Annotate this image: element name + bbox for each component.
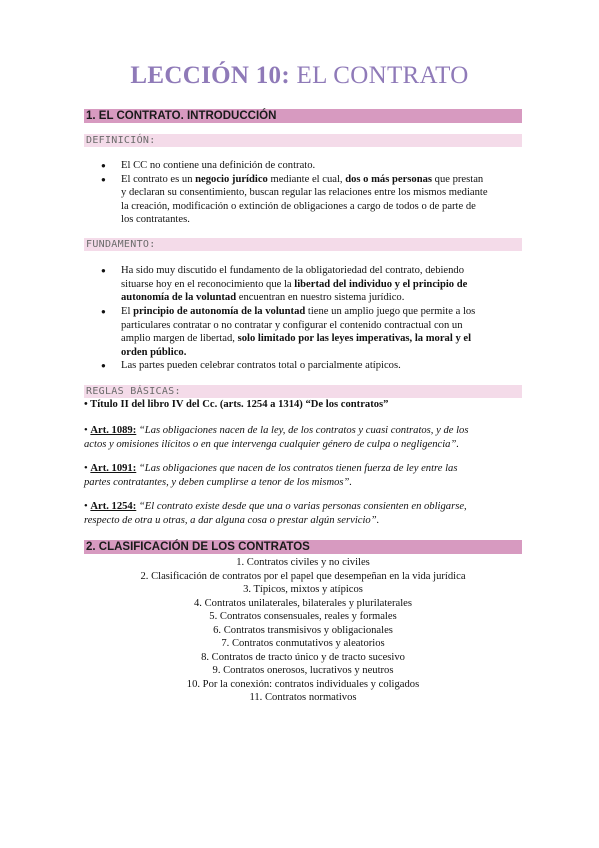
- list-item: 5. Contratos consensuales, reales y formales: [209, 611, 397, 622]
- article-1089: • Art. 1089: “Las obligaciones nacen de la ley, de los contratos y cuasi contratos, y de los actos y omisiones ilícitos o en que intervenga cualquier género de culpa o negligencia”.: [84, 425, 469, 450]
- fundamento-list: [0, 264, 599, 376]
- article-1091: • Art. 1091: “Las obligaciones que nacen de los contratos tienen fuerza de ley entre las partes contratantes, y deben cumplirse a tenor de los mismos”.: [84, 463, 458, 488]
- classification-list: [84, 556, 522, 705]
- list-item: 9. Contratos onerosos, lucrativos y neutros: [212, 665, 394, 676]
- list-item: 4. Contratos unilaterales, bilaterales y plurilaterales: [194, 597, 412, 609]
- subheading-definicion: DEFINICIÓN:: [84, 134, 522, 147]
- list-item: 1. Contratos civiles y no civiles: [236, 557, 370, 568]
- bullet-icon: ●: [101, 174, 106, 184]
- definicion-list: [0, 159, 599, 229]
- section-heading-1: 1. EL CONTRATO. INTRODUCCIÓN: [84, 109, 522, 123]
- list-item: 7. Contratos conmutativos y aleatorios: [221, 638, 385, 649]
- list-item: El contrato es un negocio jurídico mediante el cual, dos o más personas que prestan y declaran su consentimiento, buscan regular las relaciones entre los mismos mediante la creación, modificación o extinción de obligaciones a cargo de todos o de parte de los contratantes.: [121, 173, 488, 225]
- bullet-icon: ●: [101, 161, 106, 170]
- bullet-icon: ●: [101, 307, 106, 316]
- title-rest: EL CONTRATO: [289, 62, 469, 89]
- list-item: 8. Contratos de tracto único y de tracto sucesivo: [201, 651, 405, 663]
- list-item: 10. Por la conexión: contratos individuales y coligados: [186, 678, 420, 690]
- subheading-reglas-basicas: REGLAS BÁSICAS:: [84, 385, 522, 398]
- article-ref: Art. 1254:: [90, 501, 137, 512]
- page-title: [0, 62, 599, 90]
- bullet-icon: ●: [101, 266, 106, 275]
- bullet-icon: ●: [101, 361, 106, 370]
- list-item: 2. Clasificación de contratos por el papel que desempeñan en la vida jurídica: [140, 570, 466, 582]
- article-ref: Art. 1091:: [90, 463, 137, 474]
- section-heading-2: 2. CLASIFICACIÓN DE LOS CONTRATOS: [84, 540, 522, 554]
- list-item: El principio de autonomía de la voluntad tiene un amplio juego que permite a los particulares contratar o no contratar y configurar el contenido contractual con un amplio margen de libertad, solo limitado por las leyes imperativas, la moral y el orden público.: [121, 306, 476, 358]
- article-ref: Art. 1089:: [90, 425, 137, 436]
- list-item: Ha sido muy discutido el fundamento de la obligatoriedad del contrato, debiendo situarse hoy en el reconocimiento que la libertad del individuo y el principio de autonomía de la voluntad encuentran en nuestro sistema jurídico.: [121, 265, 468, 303]
- list-item: 11. Contratos normativos: [249, 692, 357, 703]
- title-bold: LECCIÓN 10:: [130, 62, 290, 89]
- list-item: El CC no contiene una definición de contrato.: [121, 160, 316, 171]
- subheading-fundamento: FUNDAMENTO:: [84, 238, 522, 251]
- list-item: 6. Contratos transmisivos y obligacionales: [213, 624, 393, 636]
- reglas-title: • Título II del libro IV del Cc. (arts. 1254 a 1314) “De los contratos”: [84, 399, 389, 410]
- list-item: 3. Típicos, mixtos y atípicos: [243, 584, 363, 595]
- article-1254: • Art. 1254: “El contrato existe desde que una o varias personas consienten en obligarse, respecto de otra u otras, a dar alguna cosa o prestar algún servicio”.: [84, 501, 467, 526]
- list-item: Las partes pueden celebrar contratos total o parcialmente atípicos.: [121, 360, 401, 371]
